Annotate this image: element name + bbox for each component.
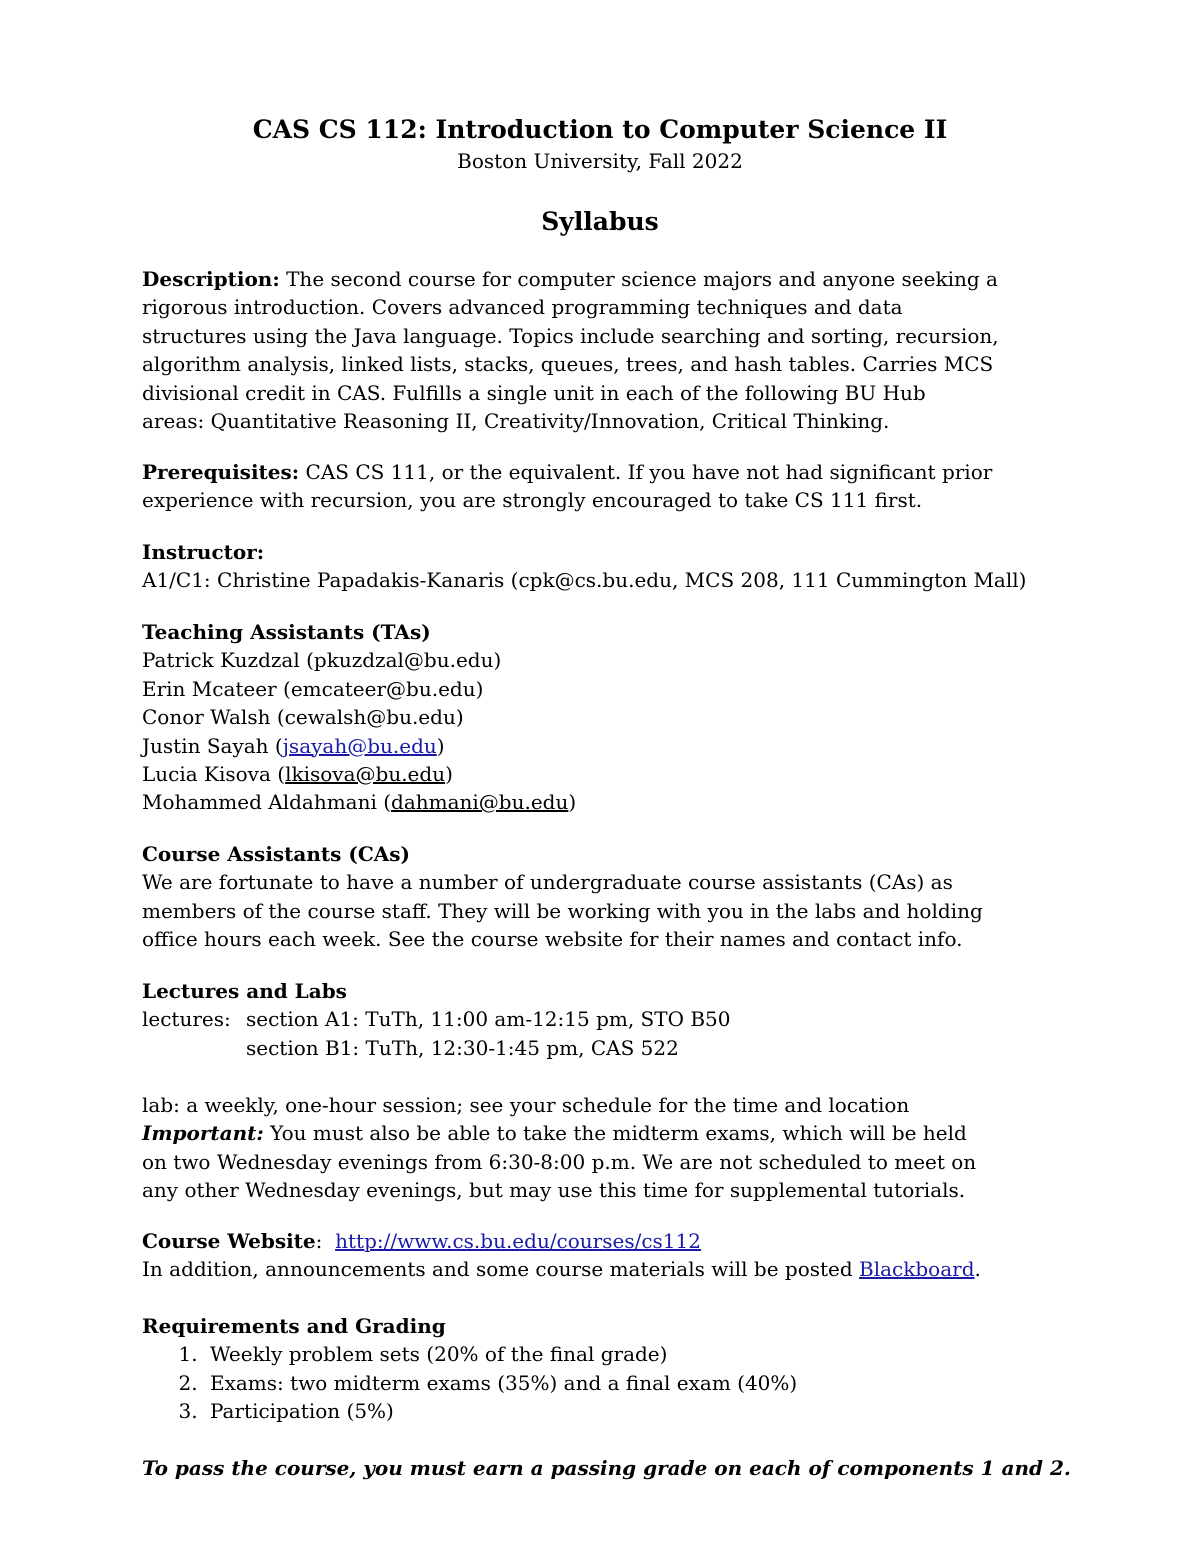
tas-label: Teaching Assistants (TAs) (142, 620, 431, 644)
description-line: rigorous introduction. Covers advanced programming techniques and data (142, 295, 903, 320)
important-label: Important: (142, 1121, 264, 1146)
ta-item: Patrick Kuzdzal (pkuzdzal@bu.edu) (142, 648, 502, 673)
ta-email-link[interactable]: jsayah@bu.edu (282, 733, 437, 758)
lectures-label: Lectures and Labs (142, 979, 347, 1003)
ta-email: emcateer@bu.edu (290, 676, 476, 701)
ta-item: Mohammed Aldahmani (dahmani@bu.edu) (142, 790, 577, 815)
prerequisites-label: Prerequisites: (142, 460, 300, 484)
important-line: Important: You must also be able to take the midterm exams, which will be held (142, 1121, 967, 1146)
grading-item: 3. Participation (5%) (204, 1397, 1082, 1425)
instructor-label: Instructor: (142, 540, 265, 564)
cas-line: We are fortunate to have a number of undergraduate course assistants (CAs) as (142, 870, 953, 895)
course-subtitle: Boston University, Fall 2022 (457, 149, 743, 173)
course-website-link[interactable]: http://www.cs.bu.edu/courses/cs112 (335, 1229, 701, 1253)
tas-section (142, 618, 1082, 817)
pass-requirement: To pass the course, you must earn a passing grade on each of components 1 and 2. (142, 1456, 1071, 1480)
important-line: on two Wednesday evenings from 6:30-8:00 p.m. We are not scheduled to meet on (142, 1149, 977, 1174)
description-line: areas: Quantitative Reasoning II, Creativity/Innovation, Critical Thinking. (142, 409, 890, 434)
important-line: any other Wednesday evenings, but may use this time for supplemental tutorials. (142, 1178, 966, 1203)
ta-email-underlined[interactable]: lkisova@bu.edu (285, 762, 446, 787)
instructor-line: A1/C1: Christine Papadakis-Kanaris (cpk@cs.bu.edu, MCS 208, 111 Cummington Mall) (142, 568, 1027, 593)
lecture-section-b1: section B1: TuTh, 12:30-1:45 pm, CAS 522 (246, 1035, 679, 1060)
website-label: Course Website (142, 1229, 316, 1253)
description-line: algorithm analysis, linked lists, stacks, queues, trees, and hash tables. Carries MCS (142, 352, 994, 377)
course-title: CAS CS 112: Introduction to Computer Science II (252, 115, 948, 144)
instructor-section (142, 538, 1082, 595)
grading-item: 2. Exams: two midterm exams (35%) and a final exam (40%) (204, 1369, 1082, 1397)
description-line: Description: The second course for computer science majors and anyone seeking a (142, 267, 998, 291)
announcement-line: In addition, announcements and some course materials will be posted Blackboard. (142, 1257, 981, 1282)
ta-item: Erin Mcateer (emcateer@bu.edu) (142, 676, 484, 701)
description-label: Description: (142, 267, 280, 291)
ta-item: Conor Walsh (cewalsh@bu.edu) (142, 705, 464, 730)
ta-email-underlined[interactable]: dahmani@bu.edu (391, 790, 569, 815)
description-line: divisional credit in CAS. Fulfills a single unit in each of the following BU Hub (142, 380, 926, 405)
syllabus-heading: Syllabus (541, 207, 659, 236)
lab-line: lab: a weekly, one-hour session; see your schedule for the time and location (142, 1093, 910, 1117)
website-line: Course Website: http://www.cs.bu.edu/courses/cs112 (142, 1229, 701, 1253)
ta-item: Justin Sayah (jsayah@bu.edu) (142, 733, 445, 758)
lab-and-important (142, 1091, 1082, 1205)
description-section (142, 265, 1082, 435)
ta-email: cewalsh@bu.edu (284, 705, 456, 730)
grading-item: 1. Weekly problem sets (20% of the final grade) (204, 1340, 1082, 1368)
cas-label: Course Assistants (CAs) (142, 842, 410, 866)
prerequisites-line: Prerequisites: CAS CS 111, or the equivalent. If you have not had significant prior (142, 460, 993, 484)
ta-email: pkuzdzal@bu.edu (313, 648, 494, 673)
lectures-section (142, 977, 1082, 1062)
ta-item: Lucia Kisova (lkisova@bu.edu) (142, 762, 453, 787)
blackboard-link[interactable]: Blackboard (859, 1257, 975, 1282)
lecture-section-a1: lectures: section A1: TuTh, 11:00 am-12:15 pm, STO B50 (142, 1007, 731, 1032)
cas-line: members of the course staff. They will be working with you in the labs and holding (142, 898, 983, 923)
cas-line: office hours each week. See the course website for their names and contact info. (142, 927, 963, 952)
prerequisites-line: experience with recursion, you are strongly encouraged to take CS 111 first. (142, 488, 923, 513)
website-section (142, 1227, 1082, 1284)
cas-section (142, 840, 1082, 954)
grading-list (142, 1340, 1082, 1425)
grading-label: Requirements and Grading (142, 1314, 446, 1338)
description-line: structures using the Java language. Topics include searching and sorting, recursion, (142, 323, 999, 348)
prerequisites-section (142, 458, 1082, 515)
grading-section (142, 1312, 1082, 1426)
